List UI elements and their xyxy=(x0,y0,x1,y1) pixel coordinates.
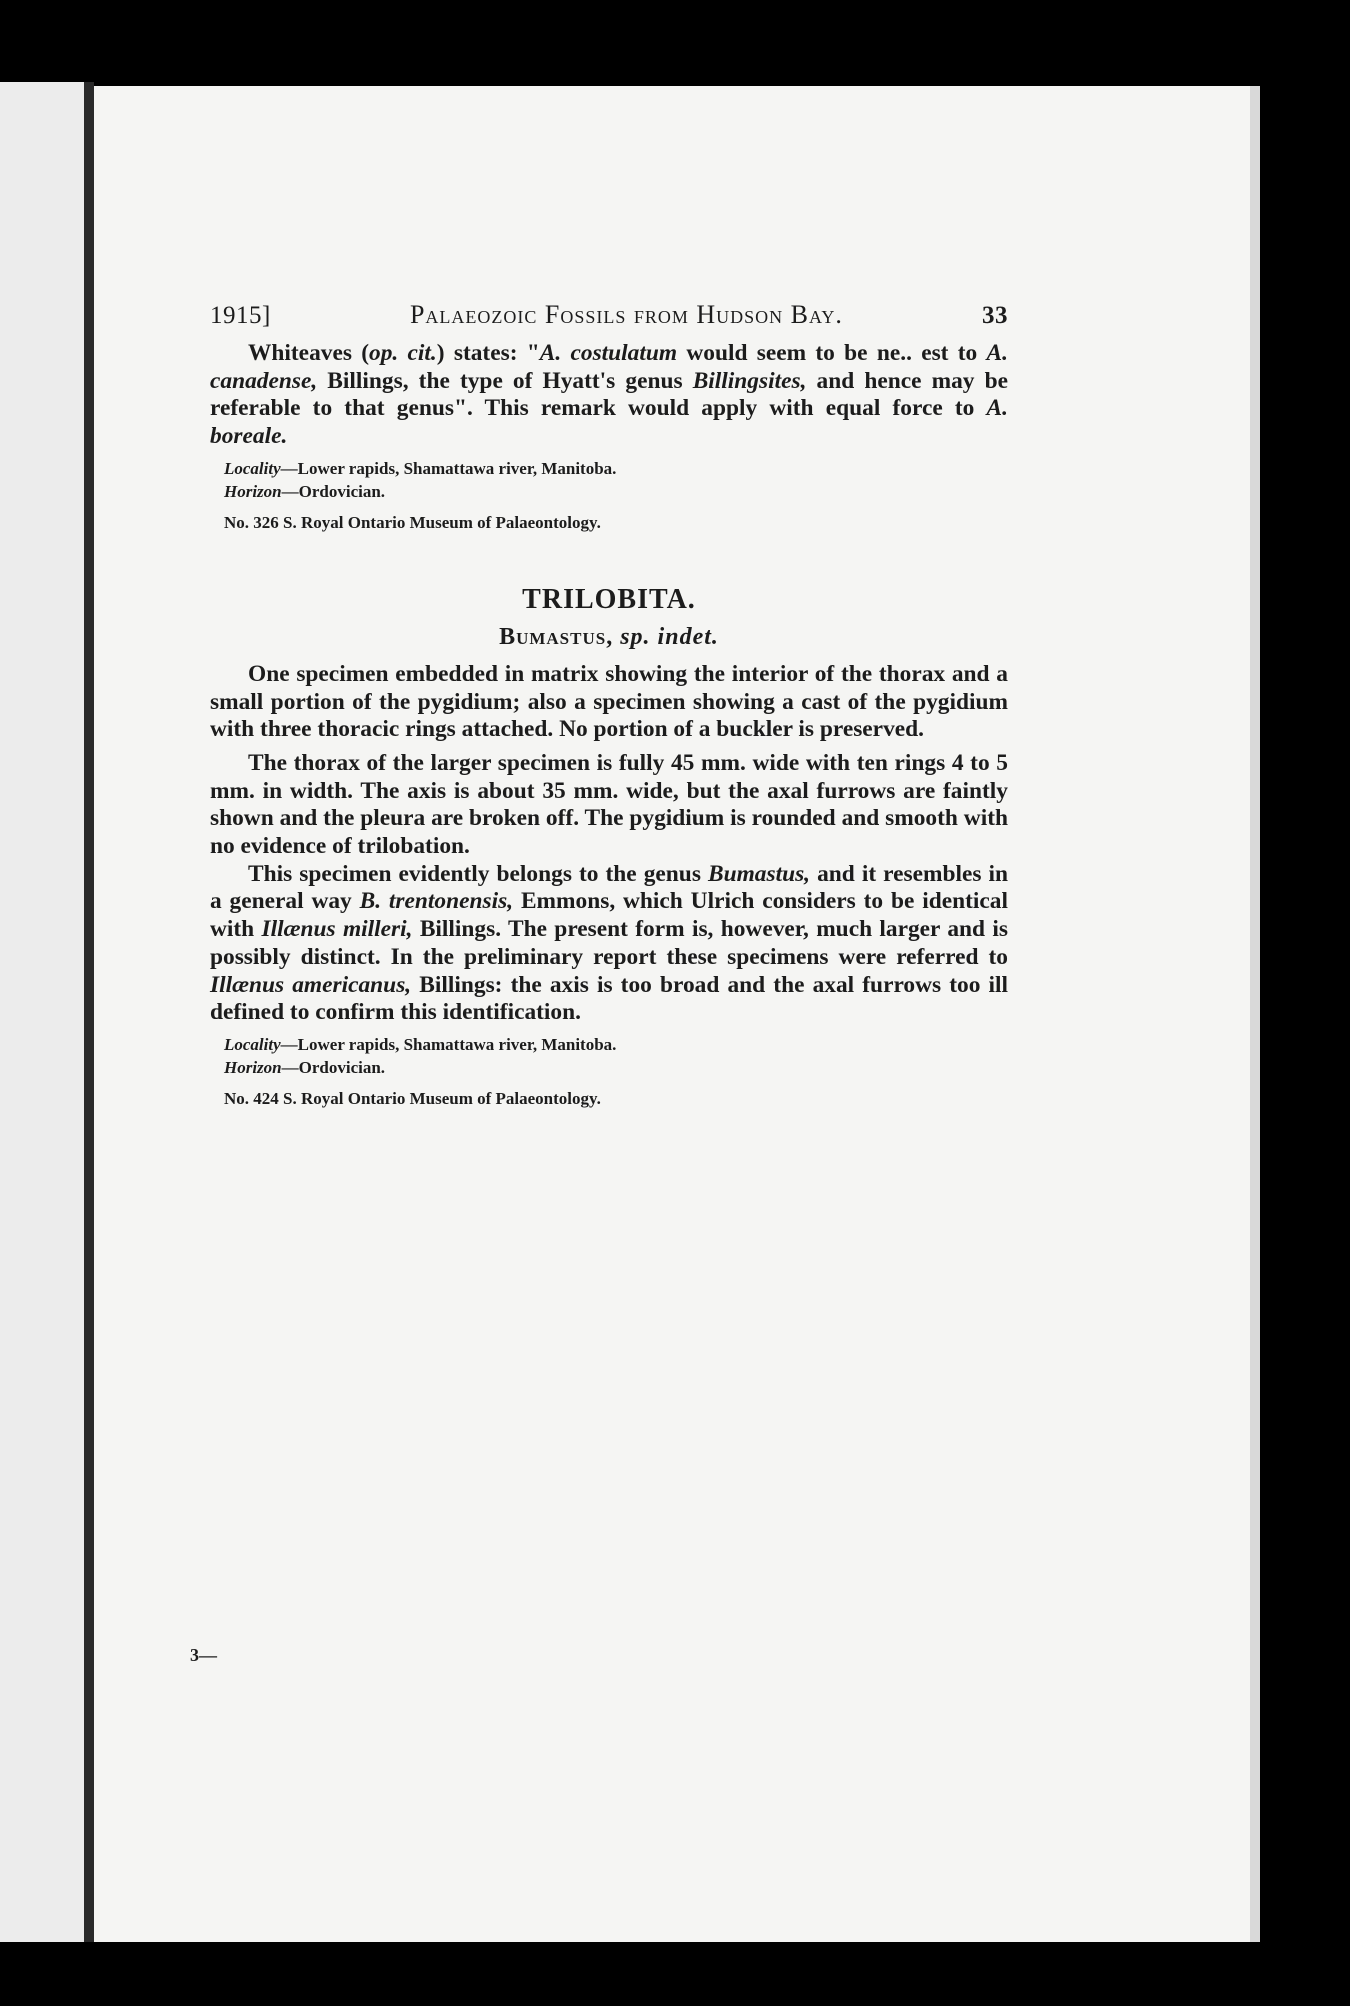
text-run: and it resembles in a general way xyxy=(210,860,1009,915)
running-head-year: 1915] xyxy=(210,302,271,329)
locality-label: Locality xyxy=(224,1034,281,1054)
italic-run: Illænus milleri, xyxy=(261,916,413,943)
text-run: Billings: the axis is too broad and the axal furrows too ill defined to confirm this identification. xyxy=(210,971,1008,1026)
horizon-label: Horizon xyxy=(224,481,282,501)
italic-run: A. boreale. xyxy=(210,395,1008,450)
intro-paragraph xyxy=(210,340,1008,451)
specimen-number: No. 424 S. Royal Ontario Museum of Palaeontology. xyxy=(224,1088,601,1108)
text-run: would seem to be ne.. est to xyxy=(677,340,987,366)
italic-run: Bumastus, xyxy=(707,860,811,887)
section-title: TRILOBITA. xyxy=(522,583,696,615)
text-run: and hence may be referable to that genus". This remark would apply with equal force to xyxy=(210,367,1008,422)
locality-label: Locality xyxy=(224,458,281,478)
italic-run: A. canadense, xyxy=(210,340,1008,394)
italic-run: A. costulatum xyxy=(539,340,678,366)
italic-run: Billingsites, xyxy=(692,367,807,394)
text-run: Billings, the type of Hyatt's genus xyxy=(317,367,693,394)
page-number: 33 xyxy=(982,302,1008,329)
horizon-text: —Ordovician. xyxy=(281,481,386,501)
horizon-label: Horizon xyxy=(224,1057,282,1077)
page-content xyxy=(210,300,1008,1110)
binding-edge xyxy=(84,82,94,1942)
specimen-number: No. 326 S. Royal Ontario Museum of Palaeontology. xyxy=(224,512,601,532)
paragraph-1: One specimen embedded in matrix showing the interior of the thorax and a small portion of the pygidium; also a specimen showing a cast of the pygidium with three thoracic rings attached. No portion of a buckler is preserved. xyxy=(210,660,1008,743)
italic-run: B. trentonensis, xyxy=(359,888,514,915)
genus-heading xyxy=(210,624,1008,651)
locality-text: —Lower rapids, Shamattawa river, Manitoba. xyxy=(280,1034,617,1054)
locality-line xyxy=(210,1033,1008,1056)
horizon-line xyxy=(210,480,1008,503)
locality-text: —Lower rapids, Shamattawa river, Manitoba. xyxy=(280,458,617,478)
locality-line xyxy=(210,457,1008,480)
italic-run: Illænus americanus, xyxy=(210,971,412,998)
text-run: Emmons, which Ulrich considers to be identical with xyxy=(210,888,1008,943)
genus-qualifier: sp. indet. xyxy=(620,623,719,650)
text-run: Whiteaves ( xyxy=(248,340,370,366)
running-head-title: Palaeozoic Fossils from Hudson Bay. xyxy=(409,300,843,329)
text-run: This specimen evidently belongs to the genus xyxy=(248,860,708,887)
book-spine xyxy=(0,82,92,1942)
page-edge-shadow xyxy=(1250,86,1260,1942)
running-head xyxy=(210,300,1008,330)
horizon-text: —Ordovician. xyxy=(281,1057,386,1077)
text-run: ) states: " xyxy=(436,340,540,366)
text-run: Billings. The present form is, however, much larger and is possibly distinct. In the preliminary report these specimens were referred to xyxy=(210,916,1008,970)
paragraph-3 xyxy=(210,861,1008,1027)
paragraph-2: The thorax of the larger specimen is fully 45 mm. wide with ten rings 4 to 5 mm. in width. The axis is about 35 mm. wide, but the axal furrows are faintly shown and the pleura are broken off. The pygidium is rounded and smooth with no evidence of trilobation. xyxy=(210,749,1008,860)
genus-name: Bumastus, xyxy=(499,623,621,650)
signature-mark: 3— xyxy=(190,1645,217,1665)
horizon-line xyxy=(210,1056,1008,1079)
italic-run: op. cit. xyxy=(369,340,437,366)
